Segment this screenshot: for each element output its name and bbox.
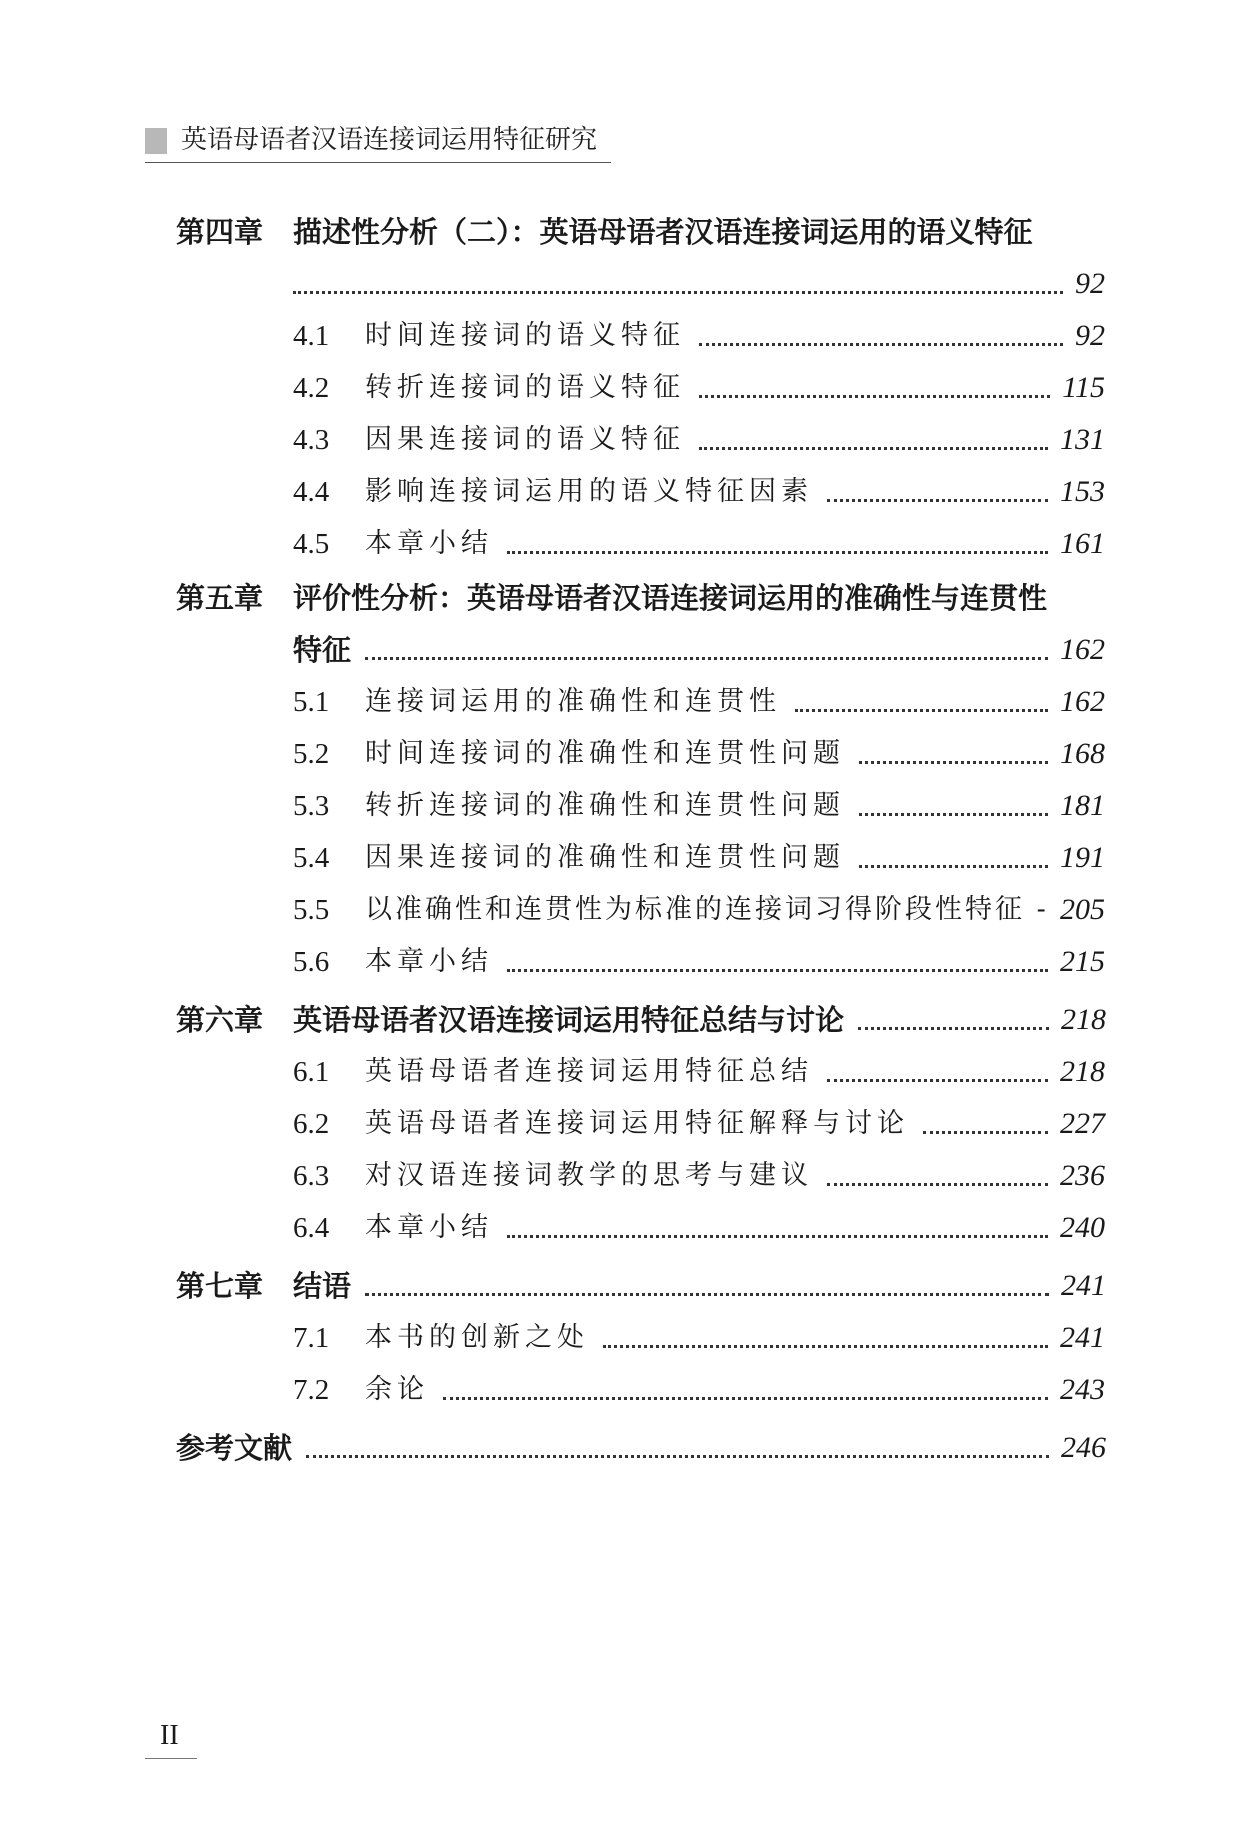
dot-leader — [365, 1293, 1049, 1296]
toc-entry-4-3[interactable] — [293, 416, 1105, 460]
chapter-number: 第五章 — [176, 581, 264, 615]
section-number: 5.2 — [293, 738, 330, 770]
page-number: 227 — [1060, 1107, 1105, 1140]
section-title: 时间连接词的准确性和连贯性问题 — [365, 738, 845, 769]
section-number: 6.2 — [293, 1108, 330, 1140]
page-number: 181 — [1060, 789, 1105, 822]
toc-entry-5-4[interactable] — [293, 834, 1105, 878]
dot-leader — [699, 343, 1063, 346]
section-title: 连接词运用的准确性和连贯性 — [365, 686, 781, 717]
page-number: 236 — [1060, 1159, 1105, 1192]
section-title: 影响连接词运用的语义特征因素 — [365, 476, 813, 507]
section-number: 5.6 — [293, 946, 330, 978]
dot-leader — [699, 447, 1048, 450]
chapter-title: 结语 — [293, 1269, 352, 1303]
chapter-number: 第七章 — [176, 1269, 264, 1303]
dot-leader — [507, 1235, 1048, 1238]
page-number: 162 — [1060, 633, 1105, 666]
toc-entry-6-4[interactable] — [293, 1204, 1105, 1248]
toc-chapter7-heading[interactable] — [176, 1262, 1106, 1306]
chapter-title-continued: 特征 — [293, 633, 352, 667]
toc-chapter5-title-end[interactable] — [293, 626, 1105, 670]
toc-entry-6-3[interactable] — [293, 1152, 1105, 1196]
section-number: 5.3 — [293, 790, 330, 822]
toc-entry-4-2[interactable] — [293, 364, 1105, 408]
page-number: 92 — [1075, 267, 1105, 300]
header-gray-block — [145, 128, 167, 154]
toc-entry-6-1[interactable] — [293, 1048, 1105, 1092]
chapter-number: 第六章 — [176, 1003, 264, 1037]
page-number: 161 — [1060, 527, 1105, 560]
section-number: 4.3 — [293, 424, 330, 456]
section-number: 4.5 — [293, 528, 330, 560]
dot-leader — [923, 1131, 1048, 1134]
section-title: 以准确性和连贯性为标准的连接词习得阶段性特征 - — [365, 894, 1049, 925]
dot-leader — [827, 1079, 1048, 1082]
toc-entry-7-1[interactable] — [293, 1314, 1105, 1358]
section-number: 6.1 — [293, 1056, 330, 1088]
toc-entry-4-4[interactable] — [293, 468, 1105, 512]
page-number: 215 — [1060, 945, 1105, 978]
section-number: 6.4 — [293, 1212, 330, 1244]
running-header — [145, 122, 611, 163]
section-title: 本书的创新之处 — [365, 1322, 589, 1353]
page-number: 115 — [1062, 371, 1105, 404]
book-title: 英语母语者汉语连接词运用特征研究 — [181, 125, 598, 155]
dot-leader — [859, 761, 1048, 764]
section-title: 余论 — [365, 1374, 429, 1405]
page-number: 240 — [1060, 1211, 1105, 1244]
dot-leader — [443, 1397, 1048, 1400]
page-number: 243 — [1060, 1373, 1105, 1406]
dot-leader — [603, 1345, 1048, 1348]
section-title: 因果连接词的语义特征 — [365, 424, 685, 455]
section-number: 5.4 — [293, 842, 330, 874]
section-number: 4.4 — [293, 476, 330, 508]
section-number: 5.1 — [293, 686, 330, 718]
section-number: 7.1 — [293, 1322, 330, 1354]
toc-chapter6-heading[interactable] — [176, 996, 1106, 1040]
section-title: 转折连接词的准确性和连贯性问题 — [365, 790, 845, 821]
dot-leader — [827, 1183, 1048, 1186]
dot-leader — [859, 813, 1048, 816]
toc-entry-5-6[interactable] — [293, 938, 1105, 982]
section-title: 本章小结 — [365, 1212, 493, 1243]
toc-chapter4-leader-row[interactable] — [293, 260, 1105, 304]
chapter-number: 第四章 — [176, 215, 264, 249]
dot-leader — [306, 1455, 1049, 1458]
folio-rule — [145, 1758, 197, 1759]
toc-entry-5-1[interactable] — [293, 678, 1105, 722]
toc-chapter4-heading — [176, 208, 1106, 252]
dot-leader — [858, 1027, 1049, 1030]
section-title: 因果连接词的准确性和连贯性问题 — [365, 842, 845, 873]
page-number: 241 — [1060, 1321, 1105, 1354]
section-number: 5.5 — [293, 894, 330, 926]
toc-entry-5-5[interactable] — [293, 886, 1105, 930]
section-title: 时间连接词的语义特征 — [365, 320, 685, 351]
page-number: 218 — [1060, 1055, 1105, 1088]
section-number: 6.3 — [293, 1160, 330, 1192]
page-folio: II — [160, 1720, 179, 1751]
section-title: 转折连接词的语义特征 — [365, 372, 685, 403]
dot-leader — [699, 395, 1050, 398]
page-number: 205 — [1060, 893, 1105, 926]
dot-leader — [795, 709, 1048, 712]
dot-leader — [859, 865, 1048, 868]
dot-leader — [507, 551, 1048, 554]
chapter-title: 英语母语者汉语连接词运用特征总结与讨论 — [293, 1003, 845, 1037]
dot-leader — [293, 291, 1063, 294]
dot-leader — [507, 969, 1048, 972]
toc-references[interactable] — [176, 1424, 1106, 1468]
page-number: 92 — [1075, 319, 1105, 352]
chapter-title: 描述性分析（二）：英语母语者汉语连接词运用的语义特征 — [293, 215, 1033, 249]
page-number: 246 — [1061, 1431, 1106, 1464]
toc-entry-5-2[interactable] — [293, 730, 1105, 774]
page-number: 153 — [1060, 475, 1105, 508]
section-number: 4.1 — [293, 320, 330, 352]
dot-leader — [827, 499, 1048, 502]
toc-entry-5-3[interactable] — [293, 782, 1105, 826]
dot-leader — [365, 657, 1048, 660]
toc-entry-6-2[interactable] — [293, 1100, 1105, 1144]
section-title: 本章小结 — [365, 528, 493, 559]
page-number: 218 — [1061, 1003, 1106, 1036]
section-number: 7.2 — [293, 1374, 330, 1406]
section-title: 英语母语者连接词运用特征解释与讨论 — [365, 1108, 909, 1139]
page-number: 162 — [1060, 685, 1105, 718]
chapter-title: 评价性分析：英语母语者汉语连接词运用的准确性与连贯性 — [293, 581, 1048, 615]
section-title: 本章小结 — [365, 946, 493, 977]
toc-entry-4-5[interactable] — [293, 520, 1105, 564]
toc-entry-7-2[interactable] — [293, 1366, 1105, 1410]
page-number: 131 — [1060, 423, 1105, 456]
page-number: 241 — [1061, 1269, 1106, 1302]
references-title: 参考文献 — [176, 1431, 293, 1465]
section-title: 对汉语连接词教学的思考与建议 — [365, 1160, 813, 1191]
section-number: 4.2 — [293, 372, 330, 404]
page-number: 191 — [1060, 841, 1105, 874]
toc-entry-4-1[interactable] — [293, 312, 1105, 356]
section-title: 英语母语者连接词运用特征总结 — [365, 1056, 813, 1087]
toc-chapter5-heading — [176, 574, 1106, 618]
page-number: 168 — [1060, 737, 1105, 770]
